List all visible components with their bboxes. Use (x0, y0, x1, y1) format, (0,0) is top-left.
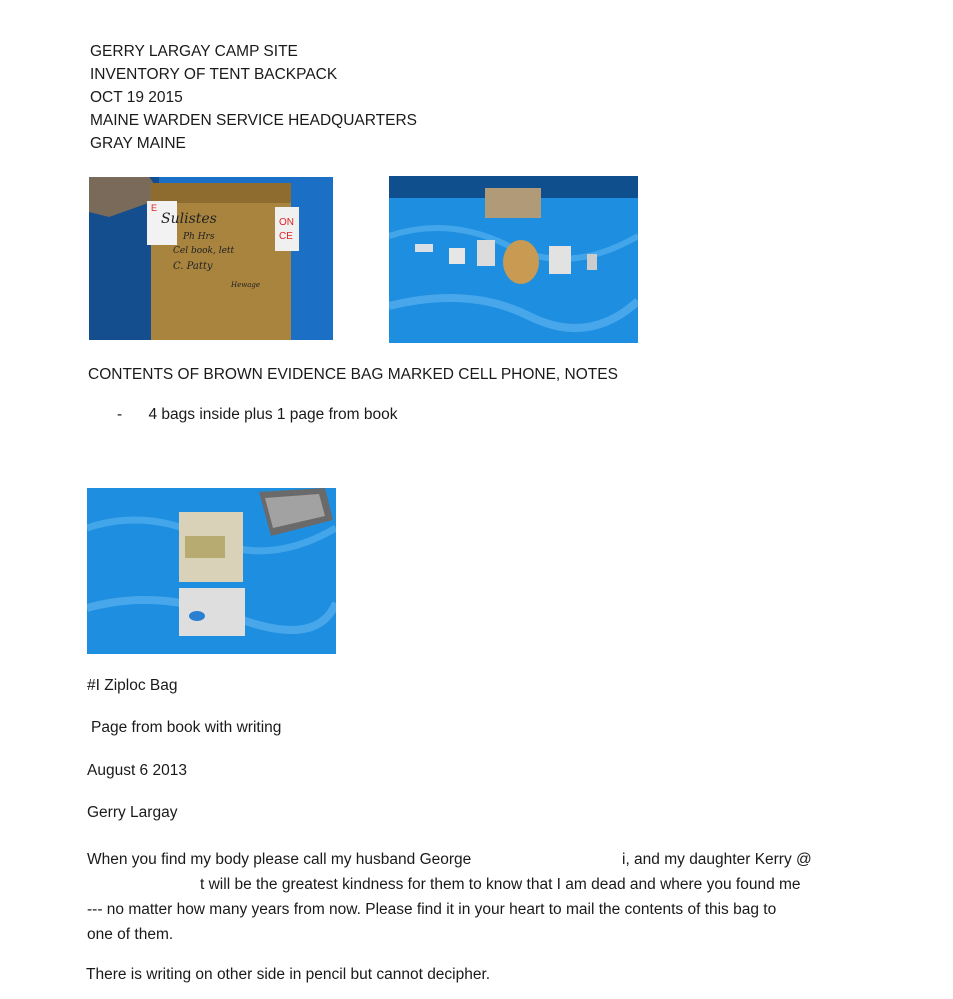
header-line-location: GRAY MAINE (90, 135, 186, 152)
document-header (90, 40, 417, 155)
note-line4: one of them. (87, 926, 174, 943)
note-paragraph (87, 847, 877, 947)
note-line2: t will be the greatest kindness for them to know that I am dead and where you found me (200, 876, 801, 893)
bag-label-line: Ph Hrs (183, 232, 215, 242)
item-date: August 6 2013 (87, 762, 187, 779)
item-label: #I Ziploc Bag (87, 677, 178, 694)
bullet-item (117, 406, 398, 424)
bag-label-line: Hewage (231, 281, 261, 289)
svg-text:CE: CE (279, 231, 293, 242)
svg-text:E: E (151, 203, 158, 213)
evidence-bag-photo (89, 177, 333, 340)
header-line-inventory: INVENTORY OF TENT BACKPACK (90, 66, 338, 83)
bag-label-line: Sulistes (161, 211, 217, 227)
item-name: Gerry Largay (87, 804, 178, 821)
note-line3: --- no matter how many years from now. Please find it in your heart to mail the contents of this bag to (87, 901, 777, 918)
header-line-agency: MAINE WARDEN SERVICE HEADQUARTERS (90, 112, 417, 129)
bag-contents-photo (389, 176, 638, 343)
ziploc-bag-photo (87, 488, 336, 654)
item-description: Page from book with writing (91, 719, 282, 736)
footer-note: There is writing on other side in pencil but cannot decipher. (86, 966, 491, 983)
section-title: CONTENTS OF BROWN EVIDENCE BAG MARKED CELL PHONE, NOTES (88, 366, 618, 383)
note-line1-end: i, and my daughter Kerry @ (622, 851, 812, 868)
note-line1-start: When you find my body please call my husband George (87, 851, 472, 868)
bullet-mark: - (117, 406, 123, 423)
bullet-text: 4 bags inside plus 1 page from book (148, 406, 398, 423)
header-line-date: OCT 19 2015 (90, 89, 183, 106)
bag-label-line: Cel book, lett (173, 246, 235, 256)
bag-label-line: C. Patty (173, 261, 213, 272)
header-line-campsite: GERRY LARGAY CAMP SITE (90, 43, 298, 60)
svg-text:ON: ON (279, 217, 294, 228)
